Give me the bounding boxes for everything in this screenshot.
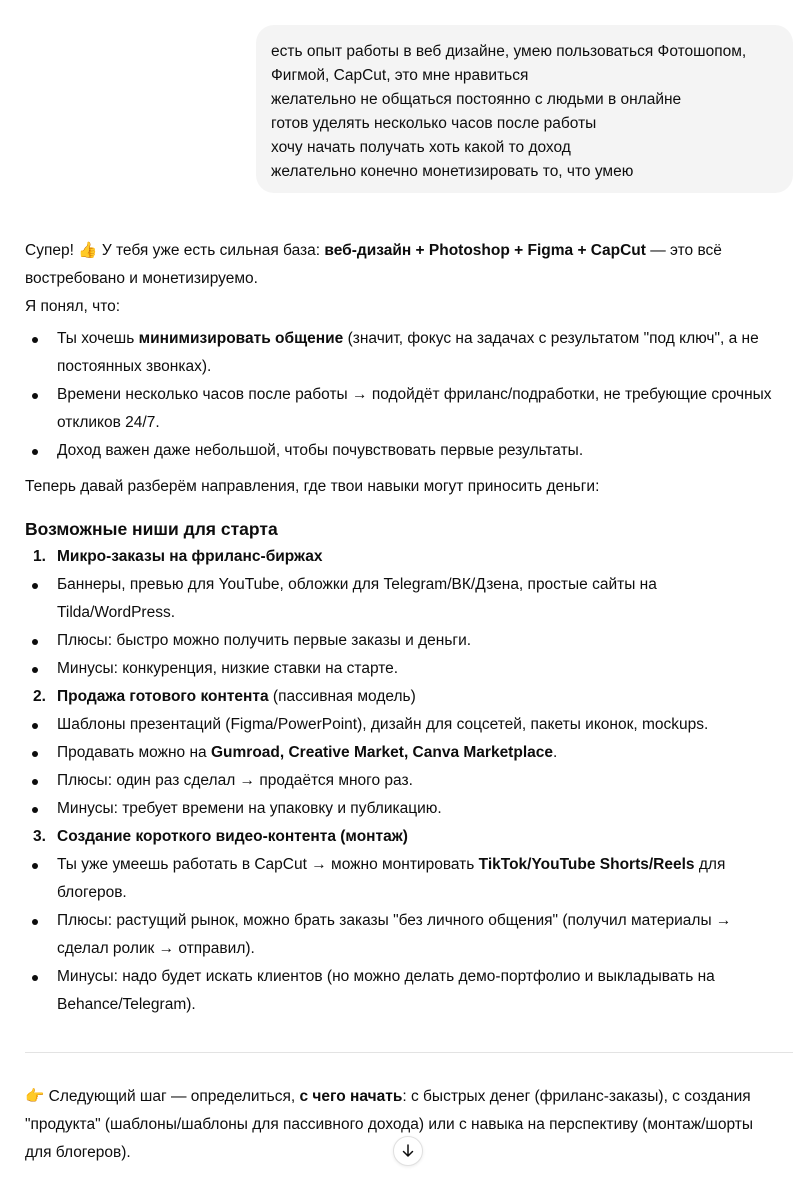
user-message-line: желательно конечно монетизировать то, что умею [271,163,634,180]
list-item [25,851,795,907]
user-message-line: Фигмой, CapCut, это мне нравиться [271,67,529,84]
bold-text: с чего начать [299,1088,403,1105]
niche-title: Создание короткого видео-контента (монтаж) [57,828,408,845]
niche-details [25,711,795,823]
text: Ты уже умеешь работать в CapCut → можно монтировать [57,856,479,873]
text: Продавать можно на [57,744,211,761]
text: (значит, фокус на задачах с результатом "под ключ", а не [343,330,759,347]
text: Шаблоны презентаций (Figma/PowerPoint), дизайн для соцсетей, пакеты иконок, mockups. [57,716,709,733]
transition-text: Теперь давай разберём направления, где твои навыки могут приносить деньги: [25,478,600,495]
text: постоянных звонках). [57,358,212,375]
niche-item [25,823,795,851]
text: откликов 24/7. [57,414,160,431]
list-item [25,381,795,437]
text: для блогеров). [25,1144,131,1161]
arrow-down-icon [401,1144,415,1158]
intro-skills: веб-дизайн + Photoshop + Figma + CapCut [324,242,646,259]
scroll-to-bottom-button[interactable] [393,1136,423,1166]
niche-item [25,683,795,711]
list-item [25,963,795,1019]
text: (пассивная модель) [268,688,416,705]
text: блогеров. [57,884,127,901]
text: . [552,744,558,761]
text: Баннеры, превью для YouTube, обложки для Telegram/ВК/Дзена, простые сайты на [57,576,657,593]
bold-text: TikTok/YouTube Shorts/Reels [478,856,695,873]
list-item [25,437,795,465]
list-item [25,739,795,767]
text: Минусы: конкуренция, низкие ставки на старте. [57,660,399,677]
list-item [25,907,795,963]
text: Доход важен даже небольшой, чтобы почувствовать первые результаты. [57,442,584,459]
list-item [25,325,795,381]
list-item [25,655,795,683]
text: Минусы: требует времени на упаковку и публикацию. [57,800,442,817]
section-heading: Возможные ниши для старта [25,519,278,539]
intro-paragraph [25,236,795,293]
intro-text: Супер! [25,242,79,259]
intro-understood: Я понял, что: [25,298,121,315]
text: Следующий шаг — определиться, [44,1088,300,1105]
text: Плюсы: один раз сделал → продаётся много раз. [57,772,413,789]
text: : с быстрых денег (фриланс-заказы), с создания [402,1088,751,1105]
user-message-line: готов уделять несколько часов после работы [271,115,597,132]
intro-text: У тебя уже есть сильная база: [97,242,325,259]
niche-title: Продажа готового контента [57,688,269,705]
text: Минусы: надо будет искать клиентов (но можно делать демо-портфолио и выкладывать на [57,968,715,985]
niche-details [25,571,795,683]
niche-details [25,851,795,1019]
text: Tilda/WordPress. [57,604,176,621]
list-item [25,627,795,655]
user-message-line: хочу начать получать хоть какой то доход [271,139,571,156]
text: для [694,856,726,873]
intro-text: — это всё [645,242,722,259]
list-item [25,767,795,795]
text: сделал ролик → отправил). [57,940,255,957]
text: Плюсы: быстро можно получить первые заказы и деньги. [57,632,472,649]
bold-text: Gumroad, Creative Market, Canva Marketplace [210,744,553,761]
text: Времени несколько часов после работы → подойдёт фриланс/подработки, не требующие срочных [57,386,772,403]
user-message-bubble [256,25,793,193]
text: Behance/Telegram). [57,996,196,1013]
summary-list [25,325,795,465]
user-message-line: желательно не общаться постоянно с людьми в онлайне [271,91,682,108]
text: "продукта" (шаблоны/шаблоны для пассивного дохода) или с навыка на перспективу (монтаж/шорты [25,1116,753,1133]
niche-number: 3. [33,828,46,845]
list-item [25,795,795,823]
divider [25,1052,793,1053]
niche-number: 2. [33,688,46,705]
text: Плюсы: растущий рынок, можно брать заказы "без личного общения" (получил материалы → [57,912,732,929]
thumbs-up-icon: 👍 [78,241,98,259]
niche-item [25,543,795,571]
intro-text: востребовано и монетизируемо. [25,270,258,287]
assistant-response [25,236,795,1019]
pointing-right-icon: 👉 [25,1087,45,1105]
text: Ты хочешь [57,330,139,347]
niche-number: 1. [33,548,46,565]
niches-list [25,543,795,1019]
niche-title: Микро-заказы на фриланс-биржах [57,548,323,565]
bold-text: минимизировать общение [138,330,344,347]
user-message-line: есть опыт работы в веб дизайне, умею пользоваться Фотошопом, [271,43,747,60]
list-item [25,711,795,739]
list-item [25,571,795,627]
